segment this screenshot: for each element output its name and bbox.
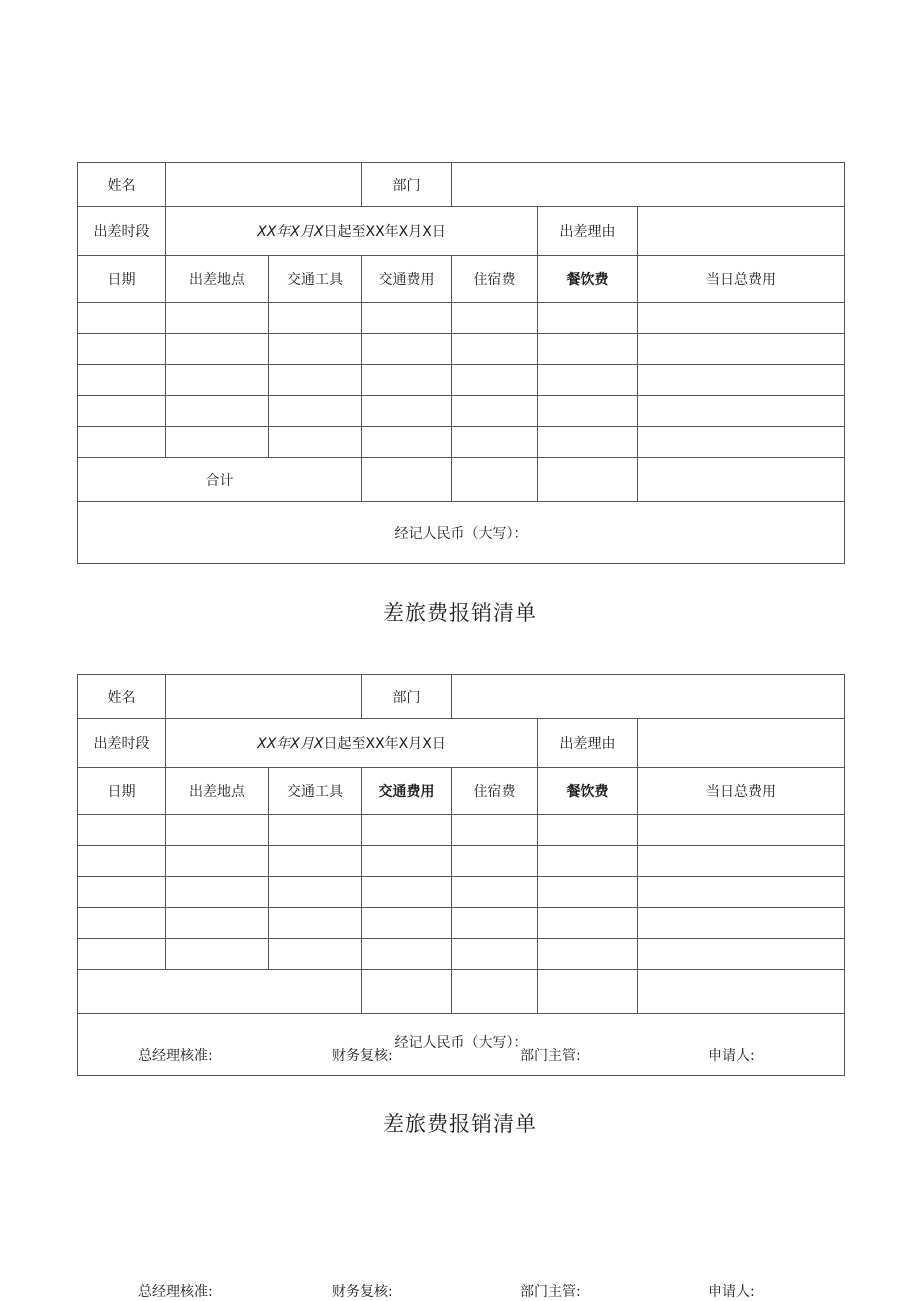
cell[interactable]: [269, 427, 362, 458]
total-lodging[interactable]: [452, 458, 538, 502]
table-row: [78, 427, 845, 458]
cell[interactable]: [362, 427, 452, 458]
name-input[interactable]: [166, 675, 362, 719]
name-label: 姓名: [78, 163, 166, 207]
col-daily-total: 当日总费用: [638, 256, 845, 303]
col-meals: 餐饮费: [538, 768, 638, 815]
table-row: [78, 396, 845, 427]
rmb-label: 经记人民币（大写）：: [394, 1034, 528, 1051]
cell[interactable]: [269, 815, 362, 846]
cell[interactable]: [362, 908, 452, 939]
cell[interactable]: [362, 303, 452, 334]
col-transport-cost: 交通费用: [362, 256, 452, 303]
cell[interactable]: [452, 908, 538, 939]
period-value[interactable]: [166, 719, 538, 768]
col-transport-cost: 交通费用: [362, 768, 452, 815]
total-daily[interactable]: [638, 970, 845, 1014]
cell[interactable]: [538, 427, 638, 458]
total-daily[interactable]: [638, 458, 845, 502]
total-transport[interactable]: [362, 458, 452, 502]
cell[interactable]: [452, 427, 538, 458]
period-suffix: 日起至XX年X月X日: [323, 224, 446, 240]
cell[interactable]: [269, 334, 362, 365]
cell[interactable]: [638, 396, 845, 427]
cell[interactable]: [166, 334, 269, 365]
dept-head-label: 部门主管:: [520, 1284, 581, 1300]
cell[interactable]: [538, 334, 638, 365]
table-row: [78, 908, 845, 939]
reason-input[interactable]: [638, 719, 845, 768]
cell[interactable]: [269, 846, 362, 877]
table-row: [78, 846, 845, 877]
cell[interactable]: [362, 334, 452, 365]
form-title: 差旅费报销清单: [383, 1112, 537, 1136]
dept-input[interactable]: [452, 163, 845, 207]
reason-label: 出差理由: [538, 719, 638, 768]
expense-form-1: [77, 162, 844, 564]
cell[interactable]: [78, 365, 166, 396]
table-row: [78, 303, 845, 334]
cell[interactable]: [538, 815, 638, 846]
rmb-amount-field[interactable]: [78, 502, 845, 564]
cell[interactable]: [362, 877, 452, 908]
cell[interactable]: [452, 815, 538, 846]
cell[interactable]: [638, 815, 845, 846]
cell[interactable]: [166, 877, 269, 908]
cell[interactable]: [638, 365, 845, 396]
form-title: 差旅费报销清单: [383, 601, 537, 625]
col-transport-mode: 交通工具: [269, 256, 362, 303]
cell[interactable]: [269, 303, 362, 334]
total-lodging[interactable]: [452, 970, 538, 1014]
cell[interactable]: [362, 815, 452, 846]
total-label: [78, 970, 362, 1014]
cell[interactable]: [362, 365, 452, 396]
cell[interactable]: [638, 334, 845, 365]
applicant-label: 申请人:: [708, 1048, 755, 1064]
col-lodging: 住宿费: [452, 768, 538, 815]
cell[interactable]: [166, 365, 269, 396]
reason-label: 出差理由: [538, 207, 638, 256]
total-transport[interactable]: [362, 970, 452, 1014]
cell[interactable]: [638, 908, 845, 939]
col-location: 出差地点: [166, 256, 269, 303]
total-meals[interactable]: [538, 458, 638, 502]
expense-table: [77, 162, 845, 564]
cell[interactable]: [78, 908, 166, 939]
name-label: 姓名: [78, 675, 166, 719]
cell[interactable]: [269, 365, 362, 396]
cell[interactable]: [538, 846, 638, 877]
cell[interactable]: [78, 815, 166, 846]
col-lodging: 住宿费: [452, 256, 538, 303]
period-label: 出差时段: [78, 719, 166, 768]
dept-label: 部门: [362, 163, 452, 207]
cell[interactable]: [78, 427, 166, 458]
cell[interactable]: [452, 303, 538, 334]
cell[interactable]: [166, 427, 269, 458]
col-meals: 餐饮费: [538, 256, 638, 303]
table-row: [78, 815, 845, 846]
dept-label: 部门: [362, 675, 452, 719]
cell[interactable]: [538, 396, 638, 427]
dept-input[interactable]: [452, 675, 845, 719]
cell[interactable]: [638, 939, 845, 970]
cell[interactable]: [78, 877, 166, 908]
cell[interactable]: [362, 939, 452, 970]
cell[interactable]: [538, 303, 638, 334]
col-location: 出差地点: [166, 768, 269, 815]
cell[interactable]: [166, 939, 269, 970]
finance-review-label: 财务复核:: [332, 1048, 393, 1064]
period-value[interactable]: [166, 207, 538, 256]
cell[interactable]: [538, 877, 638, 908]
table-row: [78, 334, 845, 365]
cell[interactable]: [166, 846, 269, 877]
cell[interactable]: [538, 365, 638, 396]
finance-review-label: 财务复核:: [332, 1284, 393, 1300]
cell[interactable]: [452, 396, 538, 427]
table-row: [78, 939, 845, 970]
cell[interactable]: [638, 877, 845, 908]
table-row: [78, 877, 845, 908]
cell[interactable]: [638, 303, 845, 334]
period-prefix: XX年X月X: [257, 224, 324, 240]
cell[interactable]: [638, 427, 845, 458]
total-label: 合计: [78, 458, 362, 502]
col-transport-mode: 交通工具: [269, 768, 362, 815]
cell[interactable]: [452, 365, 538, 396]
cell[interactable]: [638, 846, 845, 877]
cell[interactable]: [269, 877, 362, 908]
cell[interactable]: [452, 334, 538, 365]
cell[interactable]: [78, 303, 166, 334]
cell[interactable]: [78, 939, 166, 970]
cell[interactable]: [166, 396, 269, 427]
col-daily-total: 当日总费用: [638, 768, 845, 815]
cell[interactable]: [538, 939, 638, 970]
col-date: 日期: [78, 768, 166, 815]
cell[interactable]: [452, 846, 538, 877]
cell[interactable]: [269, 939, 362, 970]
cell[interactable]: [362, 396, 452, 427]
reason-input[interactable]: [638, 207, 845, 256]
expense-table: [77, 674, 845, 1076]
gm-approval-label: 总经理核准:: [138, 1048, 213, 1064]
cell[interactable]: [452, 939, 538, 970]
expense-form-2: [77, 674, 844, 1076]
col-date: 日期: [78, 256, 166, 303]
name-input[interactable]: [166, 163, 362, 207]
cell[interactable]: [452, 877, 538, 908]
dept-head-label: 部门主管:: [520, 1048, 581, 1064]
total-meals[interactable]: [538, 970, 638, 1014]
period-label: 出差时段: [78, 207, 166, 256]
cell[interactable]: [362, 846, 452, 877]
cell[interactable]: [166, 815, 269, 846]
gm-approval-label: 总经理核准:: [138, 1284, 213, 1300]
period-prefix: XX年X月X: [257, 736, 324, 752]
cell[interactable]: [538, 908, 638, 939]
period-suffix: 日起至XX年X月X日: [323, 736, 446, 752]
applicant-label: 申请人:: [708, 1284, 755, 1300]
cell[interactable]: [78, 846, 166, 877]
table-row: [78, 365, 845, 396]
cell[interactable]: [269, 908, 362, 939]
cell[interactable]: [78, 396, 166, 427]
cell[interactable]: [166, 303, 269, 334]
cell[interactable]: [78, 334, 166, 365]
cell[interactable]: [166, 908, 269, 939]
cell[interactable]: [269, 396, 362, 427]
rmb-label: 经记人民币（大写）：: [394, 525, 528, 542]
